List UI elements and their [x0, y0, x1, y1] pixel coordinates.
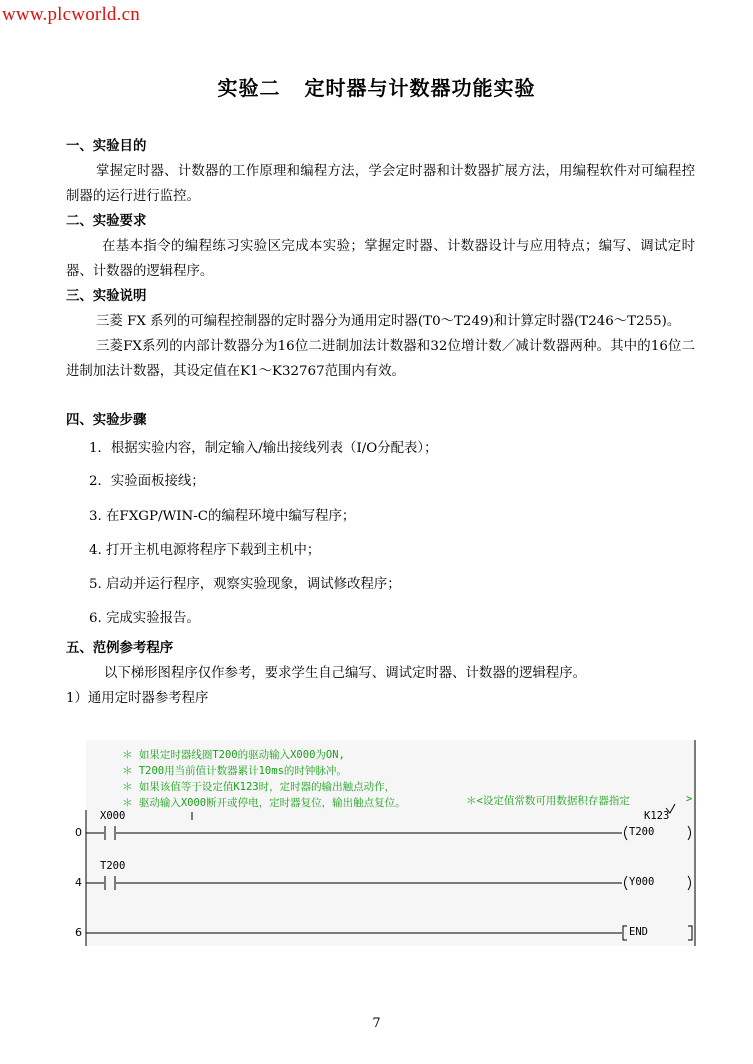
title-part1: 实验二 [217, 76, 281, 100]
section-1 [66, 134, 695, 209]
section-heading: 四、实验步骤 [66, 413, 147, 428]
title-part2: 定时器与计数器功能实验 [304, 76, 536, 100]
coil-label: Y000 [629, 876, 655, 888]
section-3 [66, 284, 695, 384]
ladder-diagram [66, 740, 700, 950]
site-watermark: www.plcworld.cn [2, 4, 140, 25]
step-item: 3. 在FXGP/WIN-C的编程环境中编写程序； [89, 509, 356, 524]
section-paragraph: 在基本指令的编程练习实验区完成本实验；掌握定时器、计数器设计与应用特点；编写、调试定时器、计数器的逻辑程序。 [66, 239, 695, 279]
section-2 [66, 209, 695, 284]
section-paragraph: 掌握定时器、计数器的工作原理和编程方法，学会定时器和计数器扩展方法，用编程软件对可编程控制器的运行进行监控。 [66, 164, 695, 204]
ladder-comment: ＊ T200用当前值计数器累计10ms的时钟脉冲。 [122, 765, 347, 777]
ladder-note: ＊<设定值常数可用数据积存器指定 [466, 795, 630, 807]
page-number: 7 [372, 1016, 381, 1031]
coil-label: END [629, 926, 648, 938]
contact-label: T200 [100, 860, 126, 872]
section-5 [66, 636, 695, 711]
contact-label: X000 [100, 810, 126, 822]
section-paragraph: 三菱 FX 系列的可编程控制器的定时器分为通用定时器(T0～T249)和计算定时器(T246～T255)。 [96, 314, 681, 329]
section-paragraph: 以下梯形图程序仅作参考，要求学生自己编写、调试定时器、计数器的逻辑程序。 [104, 666, 587, 681]
step-item: 2．实验面板接线； [89, 474, 205, 489]
step-item: 1．根据实验内容，制定输入/输出接线列表（I/O分配表）； [89, 441, 438, 456]
rung-step-number: 6 [75, 926, 82, 939]
rung-step-number: 0 [75, 826, 82, 839]
section-paragraph: 三菱FX系列的内部计数器分为16位二进制加法计数器和32位增计数／减计数器两种。其中的16位二进制加法计数器，其设定值在K1～K32767范围内有效。 [66, 339, 695, 379]
section-heading: 五、范例参考程序 [66, 641, 174, 656]
page-title [0, 72, 753, 101]
ladder-comment: ＊ 如果定时器线圈T200的驱动输入X000为ON, [122, 749, 345, 761]
rung6-bracket-open [623, 926, 627, 940]
ladder-comment: ＊ 驱动输入X000断开或停电，定时器复位，输出触点复位。 [122, 797, 406, 809]
rung0-coil-close [688, 826, 691, 840]
section-4-heading-wrap [66, 408, 695, 433]
rung4-coil-close [688, 876, 691, 890]
step-item: 6. 完成实验报告。 [89, 611, 200, 626]
rung-step-number: 4 [75, 876, 82, 889]
subsection-label: 1）通用定时器参考程序 [66, 691, 209, 706]
section-heading: 一、实验目的 [66, 139, 147, 154]
section-heading: 三、实验说明 [66, 289, 147, 304]
ladder-note-end: > [686, 793, 693, 805]
rung6-bracket-close [688, 926, 692, 940]
setting-label: K123 [644, 810, 670, 822]
step-item: 4. 打开主机电源将程序下载到主机中； [89, 543, 321, 558]
rung4-coil-open [625, 876, 628, 890]
coil-label: T200 [629, 826, 655, 838]
ladder-comment: ＊ 如果该值等于设定值K123时，定时器的输出触点动作， [122, 781, 396, 793]
step-item: 5. 启动并运行程序，观察实验现象，调试修改程序； [89, 577, 401, 592]
ladder-lines [66, 740, 700, 950]
section-heading: 二、实验要求 [66, 214, 147, 229]
rung0-coil-open [625, 826, 628, 840]
